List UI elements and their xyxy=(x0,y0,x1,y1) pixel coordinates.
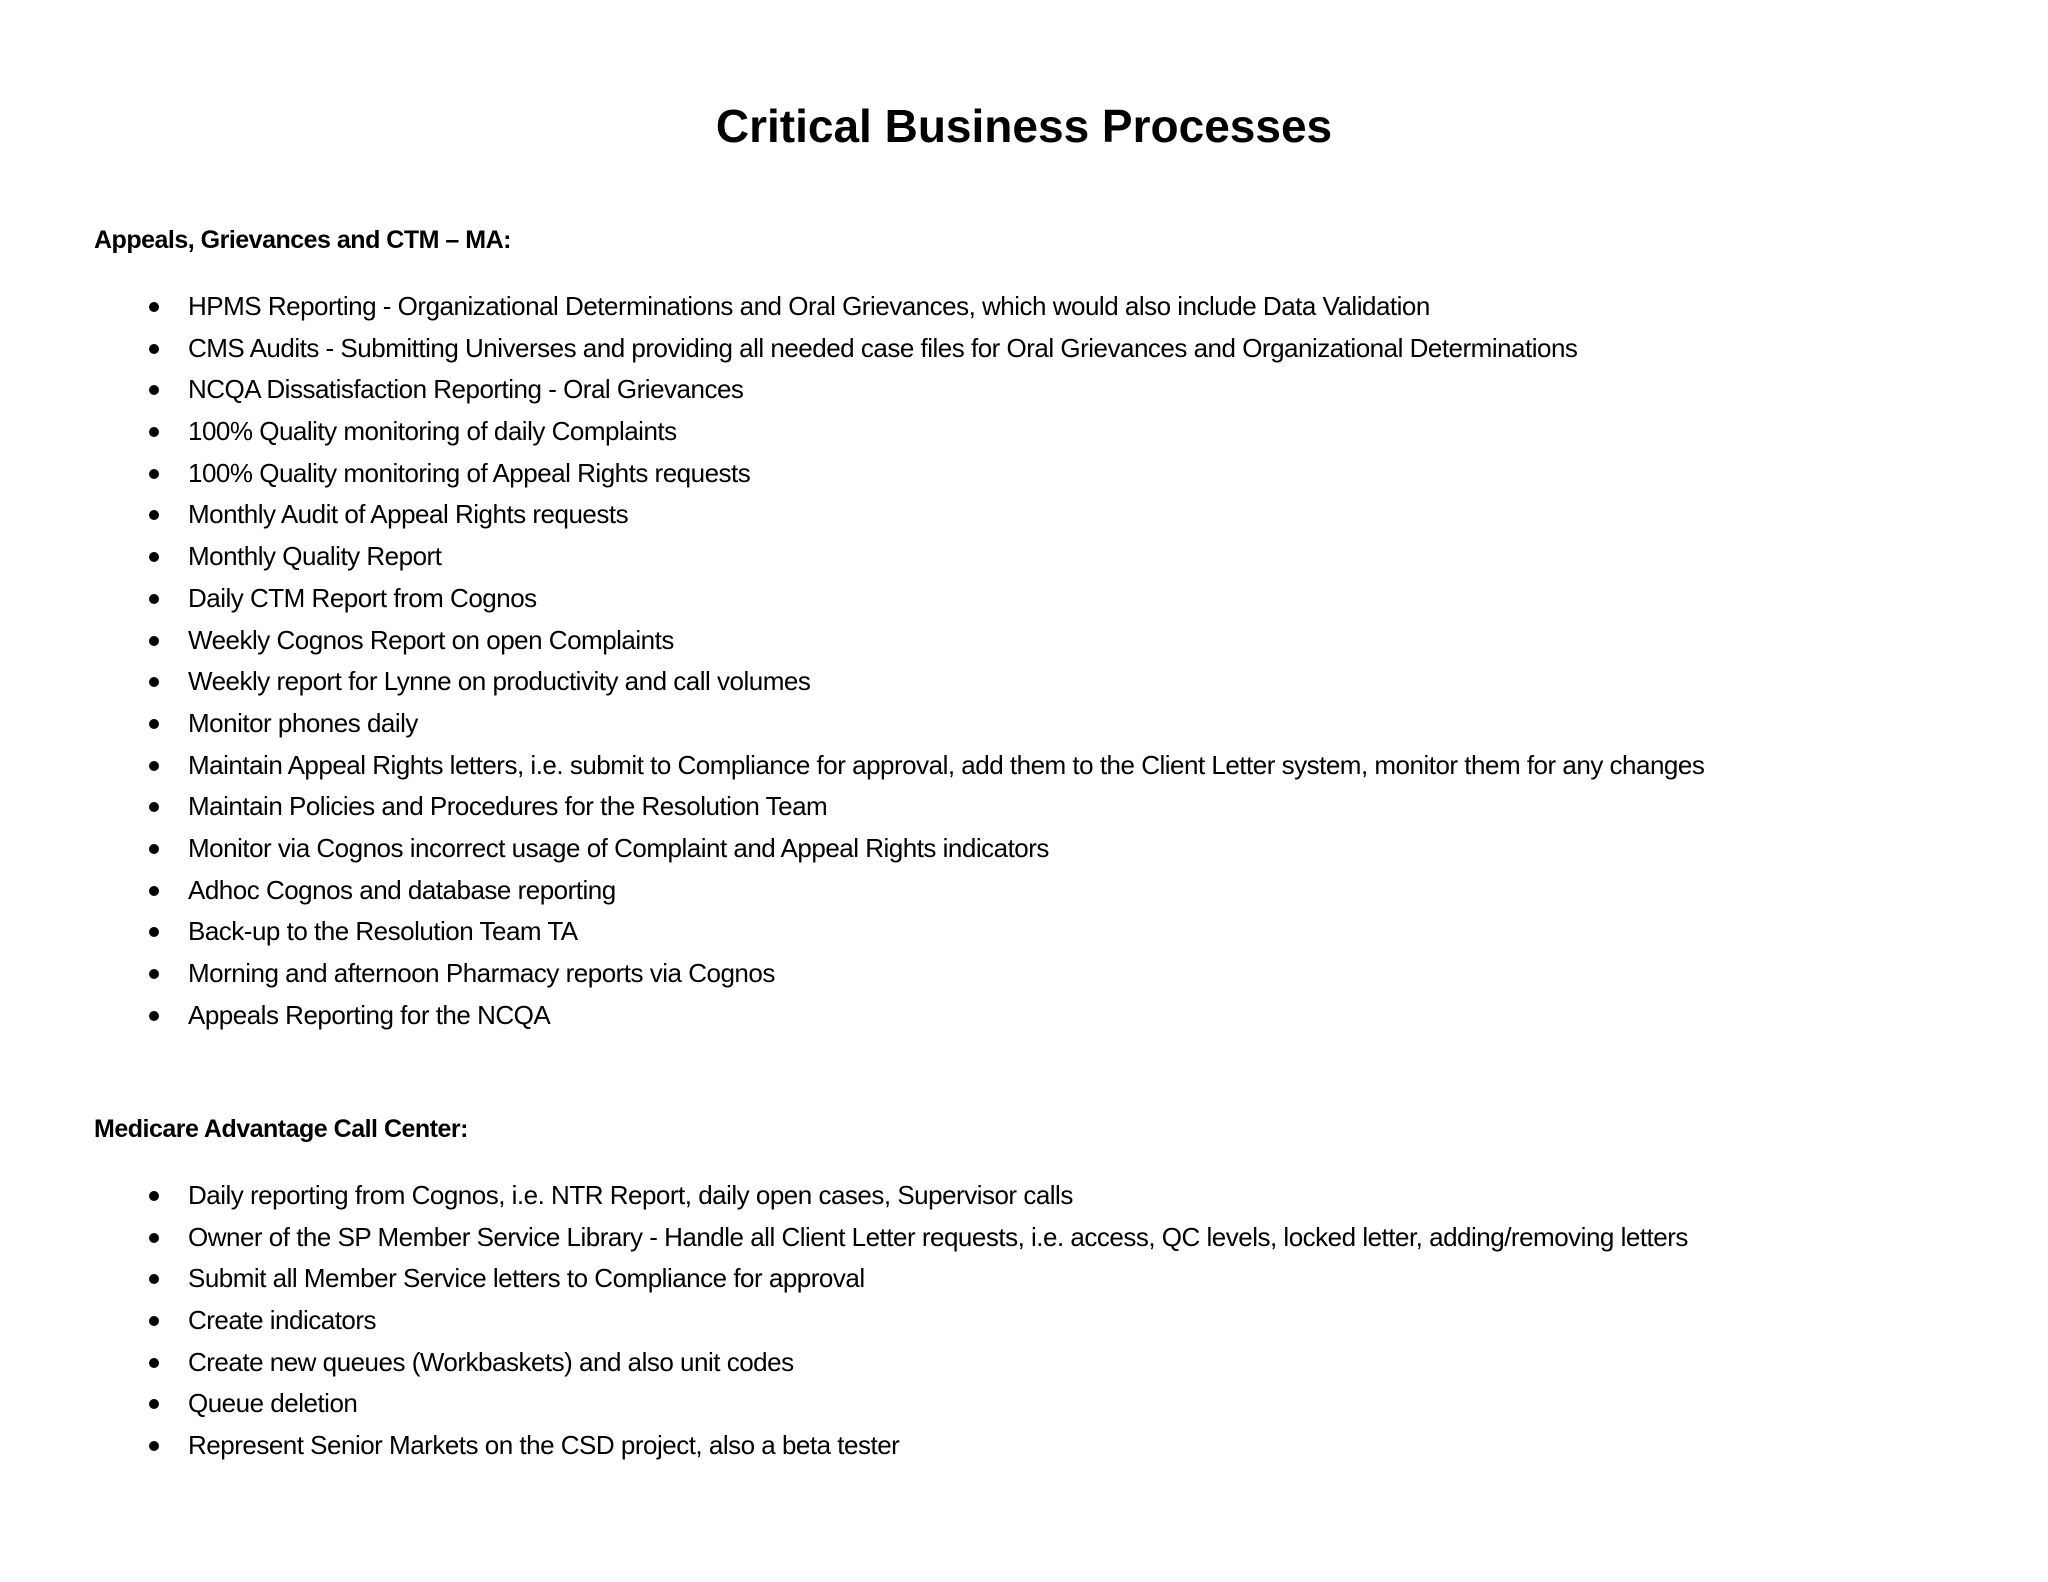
bullet-icon xyxy=(149,844,159,854)
list-item-text: Maintain Policies and Procedures for the Resolution Team xyxy=(188,791,828,822)
list-item xyxy=(0,828,2048,870)
list-item-text: Back-up to the Resolution Team TA xyxy=(188,916,578,947)
bullet-icon xyxy=(149,1316,159,1326)
list-item-text: 100% Quality monitoring of Appeal Rights requests xyxy=(188,457,751,488)
list-item xyxy=(0,536,2048,578)
page-title: Critical Business Processes xyxy=(715,100,1333,152)
list-item-text: Adhoc Cognos and database reporting xyxy=(188,874,616,905)
list-item xyxy=(0,703,2048,745)
list-item-text: Queue deletion xyxy=(188,1388,358,1419)
list-item xyxy=(0,1300,2048,1342)
bullet-icon xyxy=(149,677,159,687)
list-item xyxy=(0,453,2048,495)
list-item-text: 100% Quality monitoring of daily Complaints xyxy=(188,416,677,447)
bullet-icon xyxy=(149,510,159,520)
list-item-text: Owner of the SP Member Service Library - Handle all Client Letter requests, i.e. access, QC levels, locked letter, adding/removing letters xyxy=(188,1221,1688,1252)
list-item-text: Appeals Reporting for the NCQA xyxy=(188,999,551,1030)
list-item xyxy=(0,1342,2048,1384)
section-heading-appeals: Appeals, Grievances and CTM – MA: xyxy=(94,226,511,254)
list-item xyxy=(0,661,2048,703)
bullet-icon xyxy=(149,719,159,729)
list-item-text: Daily reporting from Cognos, i.e. NTR Report, daily open cases, Supervisor calls xyxy=(188,1180,1073,1210)
list-item-text: Monitor via Cognos incorrect usage of Complaint and Appeal Rights indicators xyxy=(188,832,1049,863)
list-item xyxy=(0,1383,2048,1425)
bullet-icon xyxy=(149,761,159,771)
appeals-bullet-list xyxy=(0,286,2048,1036)
list-item-text: Create indicators xyxy=(188,1305,377,1336)
list-item xyxy=(0,911,2048,953)
list-item xyxy=(0,953,2048,995)
bullet-icon xyxy=(149,636,159,646)
bullet-icon xyxy=(149,1399,159,1409)
section-heading-call-center: Medicare Advantage Call Center: xyxy=(94,1115,468,1143)
list-item xyxy=(0,369,2048,411)
list-item xyxy=(0,494,2048,536)
list-item xyxy=(0,620,2048,662)
list-item-text: HPMS Reporting - Organizational Determinations and Oral Grievances, which would also include Data Validation xyxy=(188,291,1430,321)
bullet-icon xyxy=(149,344,159,354)
list-item-text: Submit all Member Service letters to Compliance for approval xyxy=(188,1263,865,1294)
bullet-icon xyxy=(149,1441,159,1451)
bullet-icon xyxy=(149,1274,159,1284)
call-center-bullet-list xyxy=(0,1175,2048,1467)
list-item-text: CMS Audits - Submitting Universes and providing all needed case files for Oral Grievances and Organizational Determinations xyxy=(188,332,1578,363)
list-item xyxy=(0,995,2048,1037)
list-item-text: Maintain Appeal Rights letters, i.e. submit to Compliance for approval, add them to the Client Letter system, monitor them for any changes xyxy=(188,749,1705,780)
list-item-text: Monthly Quality Report xyxy=(188,541,442,572)
list-item xyxy=(0,1217,2048,1259)
list-item-text: Weekly Cognos Report on open Complaints xyxy=(188,624,674,655)
list-item xyxy=(0,745,2048,787)
list-item xyxy=(0,870,2048,912)
bullet-icon xyxy=(149,1011,159,1021)
list-item xyxy=(0,1425,2048,1467)
bullet-icon xyxy=(149,1191,159,1201)
list-item xyxy=(0,411,2048,453)
bullet-icon xyxy=(149,1233,159,1243)
bullet-icon xyxy=(149,927,159,937)
bullet-icon xyxy=(149,427,159,437)
bullet-icon xyxy=(149,552,159,562)
list-item xyxy=(0,328,2048,370)
list-item-text: NCQA Dissatisfaction Reporting - Oral Grievances xyxy=(188,374,744,405)
list-item-text: Daily CTM Report from Cognos xyxy=(188,582,537,613)
list-item-text: Monthly Audit of Appeal Rights requests xyxy=(188,499,629,530)
list-item-text: Weekly report for Lynne on productivity and call volumes xyxy=(188,666,811,697)
list-item-text: Monitor phones daily xyxy=(188,707,418,738)
list-item xyxy=(0,1175,2048,1217)
list-item-text: Morning and afternoon Pharmacy reports via Cognos xyxy=(188,958,775,988)
bullet-icon xyxy=(149,594,159,604)
list-item-text: Create new queues (Workbaskets) and also unit codes xyxy=(188,1346,794,1377)
list-item xyxy=(0,578,2048,620)
bullet-icon xyxy=(149,385,159,395)
bullet-icon xyxy=(149,1358,159,1368)
bullet-icon xyxy=(149,469,159,479)
bullet-icon xyxy=(149,969,159,979)
list-item xyxy=(0,1258,2048,1300)
list-item-text: Represent Senior Markets on the CSD project, also a beta tester xyxy=(188,1430,900,1461)
bullet-icon xyxy=(149,886,159,896)
list-item xyxy=(0,786,2048,828)
bullet-icon xyxy=(149,302,159,312)
bullet-icon xyxy=(149,802,159,812)
list-item xyxy=(0,286,2048,328)
